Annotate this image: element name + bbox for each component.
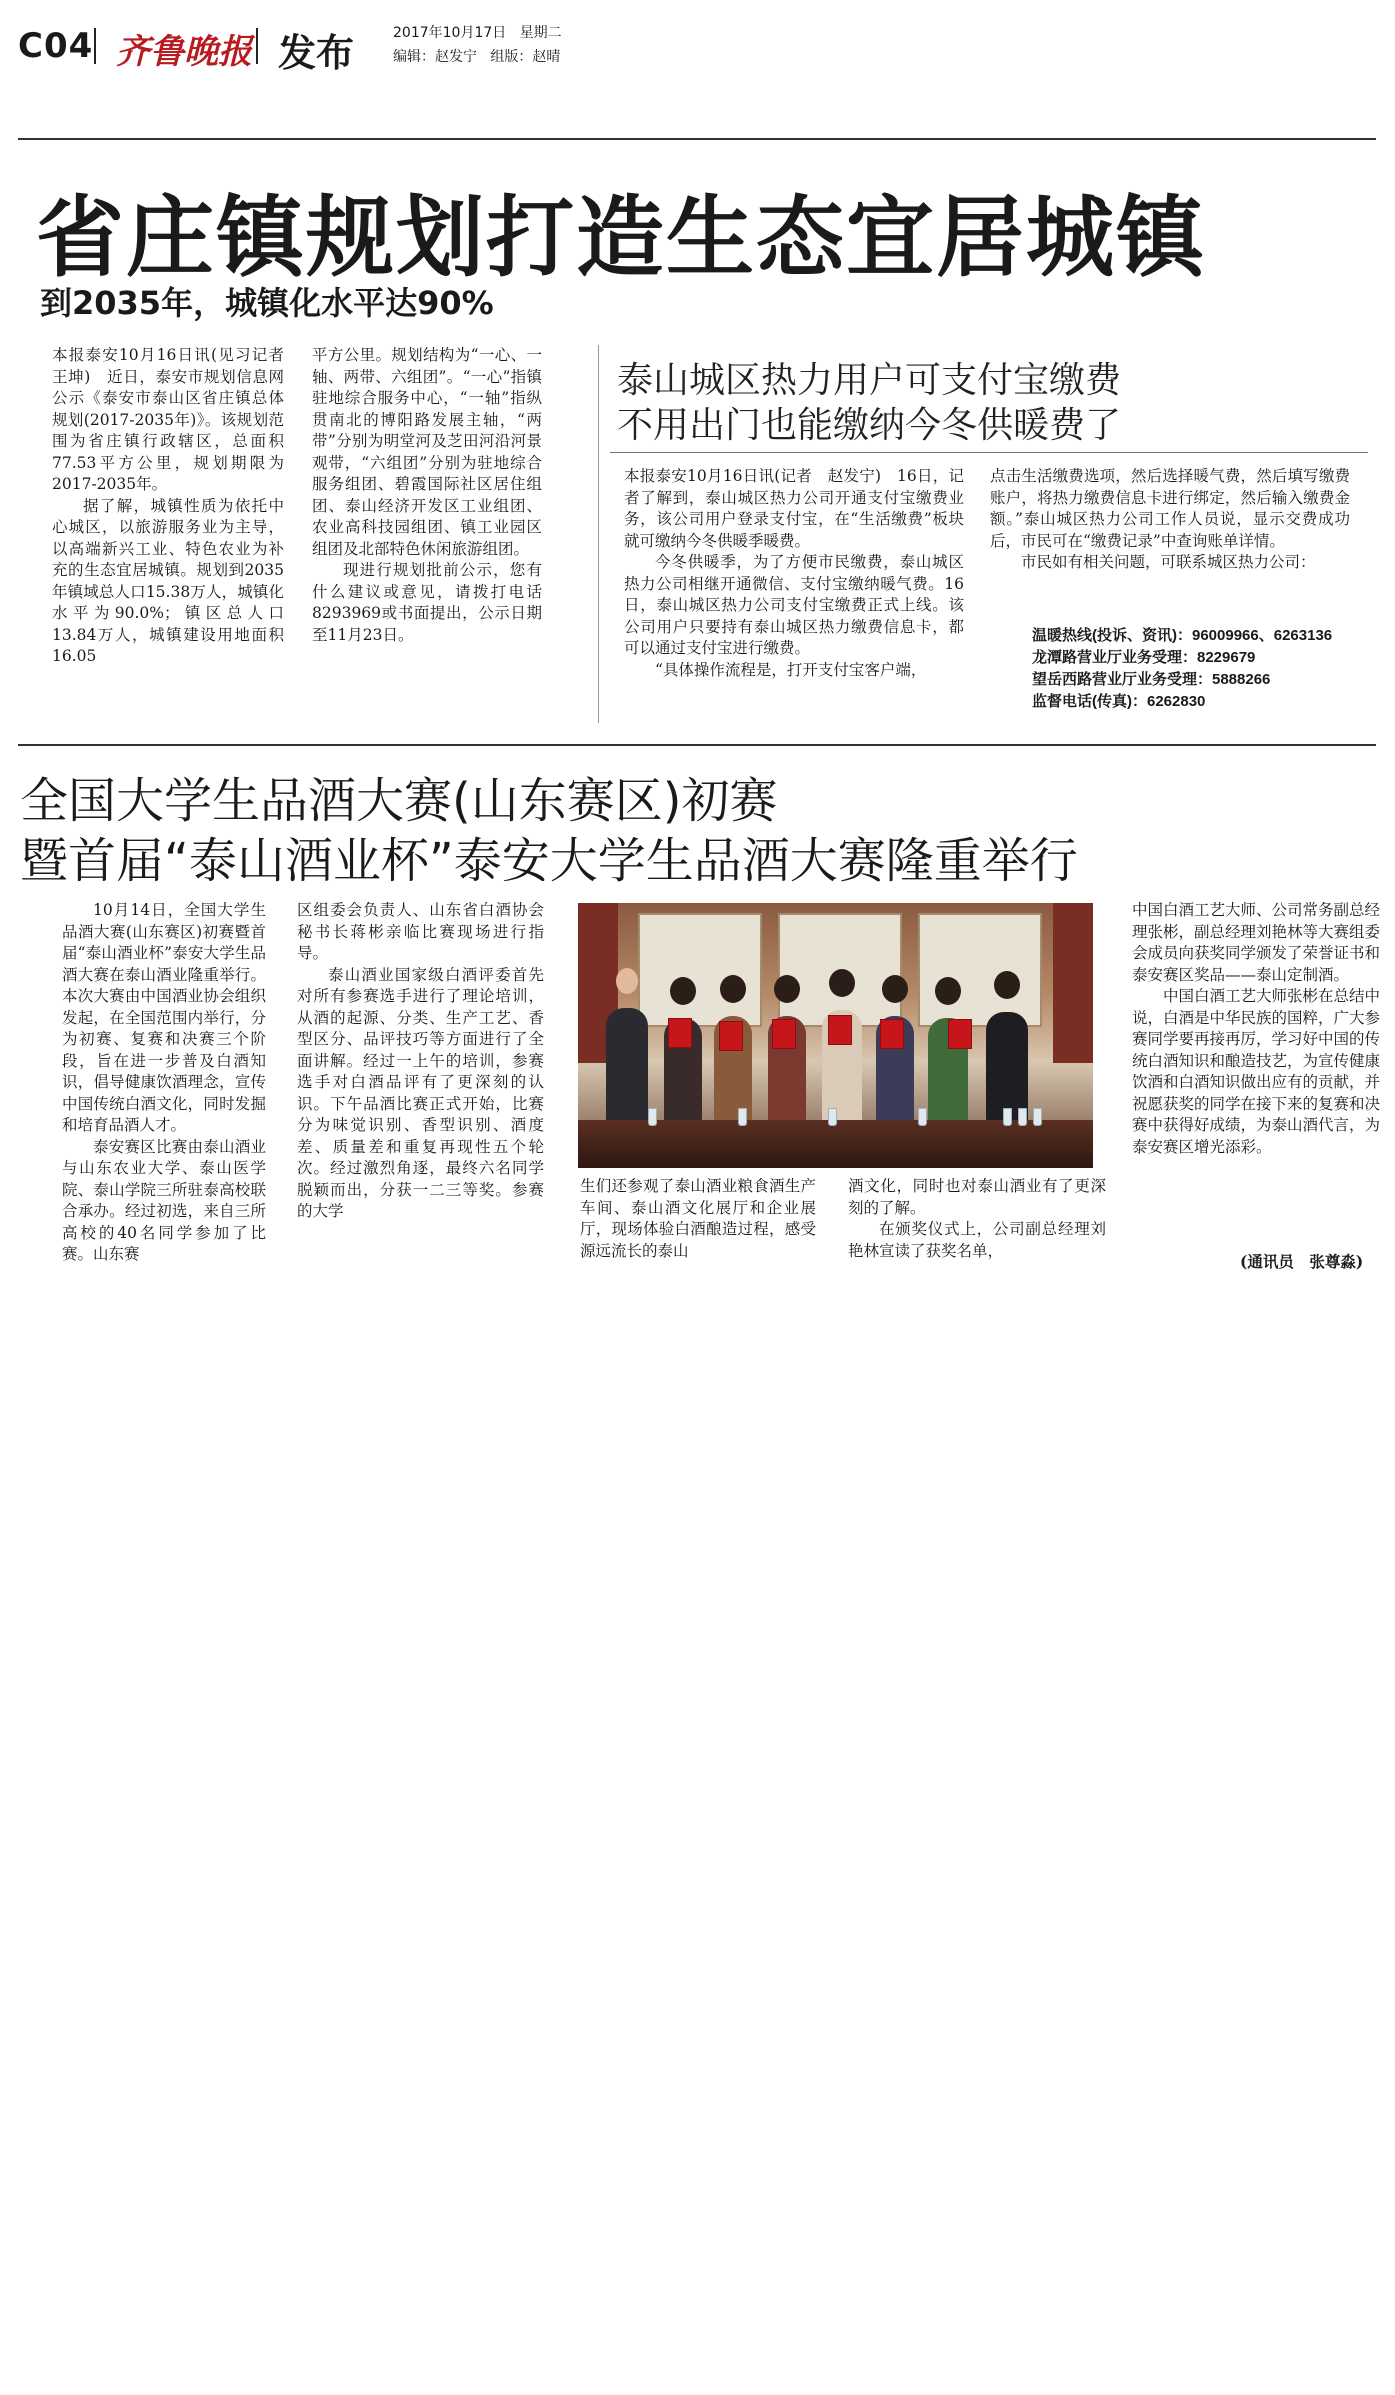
hotline-item: 温暖热线(投诉、资讯)：96009966、6263136 [1032,627,1333,644]
paragraph: 中国白酒工艺大师张彬在总结中说，白酒是中华民族的国粹，广大参赛同学要再接再厉，学习好中国的传统白酒知识和酿造技艺，为宣传健康饮酒和白酒知识做出应有的贡献，并祝愿获奖的同学在接下来的复赛和决赛中获得好成绩，为泰山酒代言，为泰安赛区增光添彩。 [1132,987,1381,1156]
story3-column-5 [1132,900,1380,1252]
paragraph: 生们还参观了泰山酒业粮食酒生产车间、泰山酒文化展厅和企业展厅，现场体验白酒酿造过程，感受源远流长的泰山 [580,1177,816,1260]
hotline-item: 望岳西路营业厅业务受理：5888266 [1032,671,1271,688]
paragraph: “具体操作流程是，打开支付宝客户端， [655,660,927,679]
staff-line [393,46,560,66]
story3-headline-line1: 全国大学生品酒大赛(山东赛区)初赛 [20,773,778,829]
newspaper-logo: 齐鲁晚报 [116,32,252,72]
person-head [670,977,696,1005]
paragraph: 泰安赛区比赛由泰山酒业与山东农业大学、泰山医学院、泰山学院三所驻泰高校联合承办。经过初选，来自三所高校的40名同学参加了比赛。山东赛 [62,1137,266,1263]
wine-glass [648,1108,657,1126]
award-certificate [828,1015,852,1045]
masthead-divider [94,28,96,64]
section-rule [18,744,1376,746]
masthead-divider [256,28,258,64]
conference-table [578,1120,1093,1168]
paragraph: 现进行规划批前公示，您有什么建议或意见，请拨打电话8293969或书面提出，公示日期至11月23日。 [312,561,542,644]
section-title: 发布 [278,31,355,75]
masthead-rule [18,138,1376,140]
window [638,913,762,1027]
page-number: C04 [18,26,94,66]
award-certificate [880,1019,904,1049]
award-certificate [668,1018,692,1048]
wine-glass [918,1108,927,1126]
issue-date: 2017年10月17日 [393,25,507,41]
hotline-list [1032,625,1362,713]
person-head [774,975,800,1003]
window [918,913,1042,1027]
wine-glass [828,1108,837,1126]
person-head [882,975,908,1003]
story1-column-2 [312,345,542,717]
paragraph: 本报泰安10月16日讯(见习记者 王坤) 近日，泰安市规划信息网公示《泰安市泰山区省庄镇总体规划(2017-2035年)》。该规划范围为省庄镇行政辖区，总面积77.53平方公里，规划期限为2017-2035年。 [52,346,300,493]
paragraph: 区组委会负责人、山东省白酒协会秘书长蒋彬亲临比赛现场进行指导。 [297,901,544,962]
award-certificate [719,1021,743,1051]
paragraph: 酒文化，同时也对泰山酒业有了更深刻的了解。 [848,1177,1106,1217]
person [606,1008,648,1128]
hotline-item: 龙潭路营业厅业务受理：8229679 [1032,649,1256,666]
person-face [616,968,638,994]
story2-column-1 [624,466,964,720]
story2-column-2 [990,466,1350,606]
story3-byline: (通讯员 张尊淼) [1240,1252,1364,1271]
paragraph: 10月14日，全国大学生品酒大赛(山东赛区)初赛暨首届“泰山酒业杯”泰安大学生品酒大赛在泰山酒业隆重举行。本次大赛由中国酒业协会组织发起，在全国范围内举行，分为初赛、复赛和决赛三个阶段，旨在进一步普及白酒知识，倡导健康饮酒理念，宣传中国传统白酒文化，同时发掘和培育品酒人才。 [62,901,266,1134]
paragraph: 泰山酒业国家级白酒评委首先对所有参赛选手进行了理论培训，从酒的起源、分类、生产工艺、香型区分、品评技巧等方面进行了全面讲解。经过一上午的培训，参赛选手对白酒品评有了更深刻的认识。下午品酒比赛正式开始，比赛分为味觉识别、香型识别、酒度差、质量差和重复再现性五个轮次。经过激烈角逐，最终六名同学脱颖而出，分获一二三等奖。参赛的大学 [297,965,544,1220]
hotline-item: 监督电话(传真)：6262830 [1032,693,1206,710]
story3-column-3 [580,1176,816,1276]
paragraph: 今冬供暖季，为了方便市民缴费，泰山城区热力公司相继开通微信、支付宝缴纳暖气费。16日，泰山城区热力公司支付宝缴费正式上线。该公司用户只要持有泰山城区热力缴费信息卡，都可以通过支付宝进行缴费。 [624,553,964,657]
column-divider [598,345,599,723]
story3-headline-line2: 暨首届“泰山酒业杯”泰安大学生品酒大赛隆重举行 [20,833,1078,889]
paragraph: 市民如有相关问题，可联系城区热力公司： [1021,553,1316,571]
curtain [1053,903,1093,1063]
story3-column-1 [62,900,266,1272]
story1-column-1 [52,345,300,717]
person-head [935,977,961,1005]
paragraph: 中国白酒工艺大师、公司常务副总经理张彬，副总经理刘艳林等大赛组委会成员向获奖同学颁发了荣誉证书和泰安赛区奖品——泰山定制酒。 [1132,901,1381,984]
story1-subheadline: 到2035年，城镇化水平达90% [40,284,494,322]
story2-headline-line1: 泰山城区热力用户可支付宝缴费 [617,360,1122,401]
dateline [393,22,562,42]
story3-column-2 [297,900,544,1272]
issue-weekday: 星期二 [519,25,562,41]
story1-headline: 省庄镇规划打造生态宜居城镇 [36,186,1207,289]
award-certificate [772,1019,796,1049]
award-ceremony-photo [578,903,1093,1168]
person-head [994,971,1020,999]
award-certificate [948,1019,972,1049]
wine-glass [1018,1108,1027,1126]
person-head [720,975,746,1003]
paragraph: 平方公里。规划结构为“一心、一轴、两带、六组团”。“一心”指镇驻地综合服务中心，“一轴”指纵贯南北的博阳路发展主轴，“两带”分别为明堂河及芝田河沿河景观带，“六组团”分别为驻地综合服务组团、碧霞国际社区居住组团、泰山经济开发区工业组团、农业高科技园组团、镇工业园区组团及北部特色休闲旅游组团。 [312,346,542,558]
editor-credit: 编辑：赵发宁 [393,49,477,65]
story3-column-4 [848,1176,1106,1276]
paragraph: 本报泰安10月16日讯(记者 赵发宁) 16日，记者了解到，泰山城区热力公司开通支付宝缴费业务，该公司用户登录支付宝，在“生活缴费”板块就可缴纳今冬供暖季暖费。 [624,467,964,550]
wine-glass [738,1108,747,1126]
layout-credit: 组版：赵晴 [490,49,561,65]
wine-glass [1033,1108,1042,1126]
person-head [829,969,855,997]
story2-headline-line2: 不用出门也能缴纳今冬供暖费了 [617,405,1122,446]
wine-glass [1003,1108,1012,1126]
paragraph: 在颁奖仪式上，公司副总经理刘艳林宣读了获奖名单， [848,1220,1106,1260]
story2-rule [610,452,1368,453]
paragraph: 点击生活缴费选项，然后选择暖气费，然后填写缴费账户，将热力缴费信息卡进行绑定，然后输入缴费金额。”泰山城区热力公司工作人员说，显示交费成功后，市民可在“缴费记录”中查询账单详情。 [990,467,1350,550]
paragraph: 据了解，城镇性质为依托中心城区，以旅游服务业为主导，以高端新兴工业、特色农业为补充的生态宜居城镇。规划到2035年镇域总人口15.38万人，城镇化水平为90.0%；镇区总人口13.84万人，城镇建设用地面积16.05 [52,496,284,665]
